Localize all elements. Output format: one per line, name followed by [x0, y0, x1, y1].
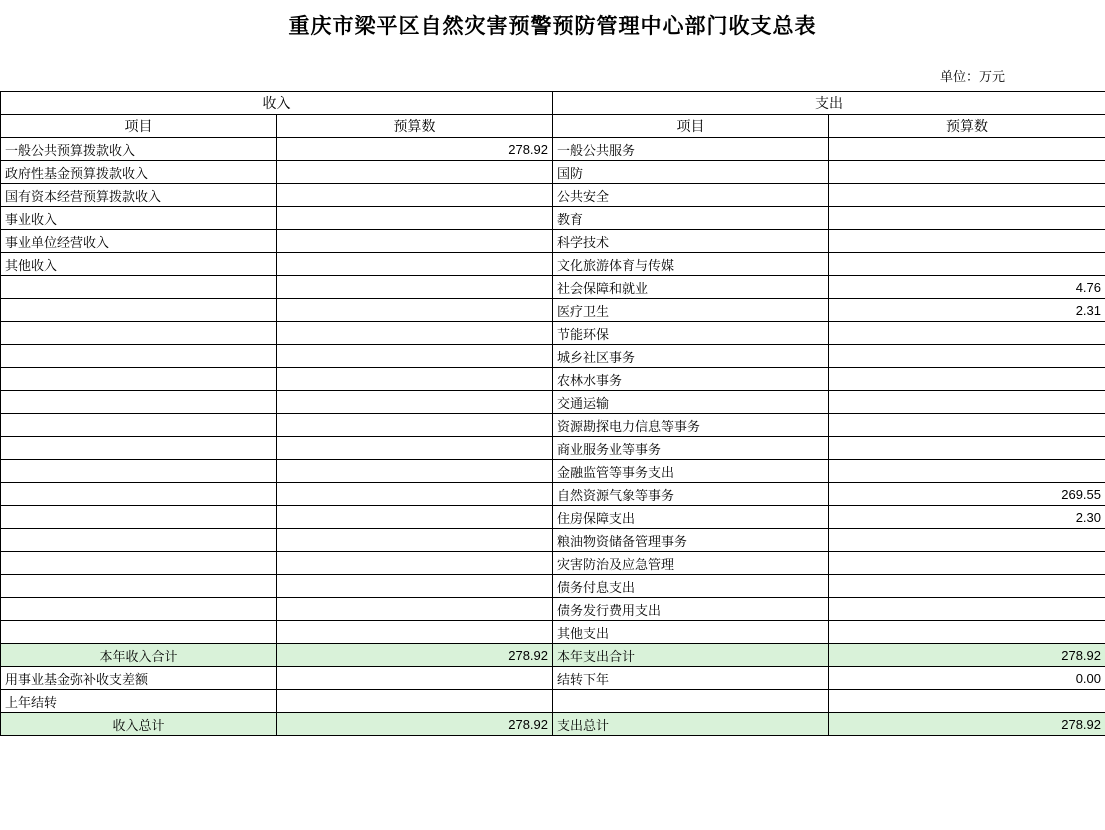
- income-item-cell: [1, 391, 277, 414]
- table-row: [1, 138, 1105, 161]
- income-item-cell: [1, 598, 277, 621]
- expense-value-cell: [829, 598, 1105, 621]
- expense-item-cell: 城乡社区事务: [553, 345, 829, 368]
- summary-expense-label: 本年支出合计: [553, 644, 829, 667]
- income-value-cell: [277, 161, 553, 184]
- column-header-expense-item: 项目: [553, 115, 829, 138]
- income-item-cell: [1, 276, 277, 299]
- table-row: [1, 253, 1105, 276]
- expense-value-cell: [829, 345, 1105, 368]
- income-item-cell: [1, 414, 277, 437]
- table-row: [1, 184, 1105, 207]
- income-item-cell: [1, 368, 277, 391]
- income-item-cell: [1, 483, 277, 506]
- table-row: [1, 437, 1105, 460]
- expense-item-cell: 科学技术: [553, 230, 829, 253]
- summary-expense-value: 0.00: [829, 667, 1105, 690]
- expense-item-cell: 农林水事务: [553, 368, 829, 391]
- expense-item-cell: 交通运输: [553, 391, 829, 414]
- income-value-cell: [277, 506, 553, 529]
- summary-income-label: 上年结转: [1, 690, 277, 713]
- summary-row: [1, 667, 1105, 690]
- income-value-cell: 278.92: [277, 138, 553, 161]
- expense-value-cell: [829, 230, 1105, 253]
- income-value-cell: [277, 276, 553, 299]
- expense-item-cell: 教育: [553, 207, 829, 230]
- table-group-header-row: [1, 92, 1105, 115]
- income-item-cell: [1, 322, 277, 345]
- group-header-expense: 支出: [553, 92, 1105, 115]
- income-value-cell: [277, 322, 553, 345]
- table-row: [1, 621, 1105, 644]
- income-item-cell: 事业收入: [1, 207, 277, 230]
- summary-expense-value: 278.92: [829, 713, 1105, 736]
- table-row: [1, 276, 1105, 299]
- expense-item-cell: 社会保障和就业: [553, 276, 829, 299]
- expense-value-cell: [829, 437, 1105, 460]
- expense-value-cell: 2.30: [829, 506, 1105, 529]
- expense-value-cell: [829, 138, 1105, 161]
- group-header-income: 收入: [1, 92, 553, 115]
- expense-value-cell: [829, 621, 1105, 644]
- summary-income-label: 用事业基金弥补收支差额: [1, 667, 277, 690]
- summary-row: [1, 713, 1105, 736]
- expense-value-cell: [829, 368, 1105, 391]
- income-value-cell: [277, 621, 553, 644]
- expense-value-cell: [829, 391, 1105, 414]
- income-value-cell: [277, 575, 553, 598]
- expense-value-cell: [829, 184, 1105, 207]
- page-title: 重庆市梁平区自然灾害预警预防管理中心部门收支总表: [288, 14, 817, 38]
- summary-expense-label: 支出总计: [553, 713, 829, 736]
- income-item-cell: [1, 506, 277, 529]
- table-row: [1, 322, 1105, 345]
- summary-expense-label: [553, 690, 829, 713]
- table-row: [1, 598, 1105, 621]
- table-row: [1, 506, 1105, 529]
- income-item-cell: 一般公共预算拨款收入: [1, 138, 277, 161]
- expense-value-cell: [829, 253, 1105, 276]
- expense-value-cell: [829, 414, 1105, 437]
- summary-expense-value: 278.92: [829, 644, 1105, 667]
- income-value-cell: [277, 483, 553, 506]
- expense-item-cell: 资源勘探电力信息等事务: [553, 414, 829, 437]
- expense-value-cell: 4.76: [829, 276, 1105, 299]
- expense-value-cell: [829, 552, 1105, 575]
- income-item-cell: 政府性基金预算拨款收入: [1, 161, 277, 184]
- column-header-expense-budget: 预算数: [829, 115, 1105, 138]
- expense-value-cell: [829, 207, 1105, 230]
- expense-item-cell: 医疗卫生: [553, 299, 829, 322]
- expense-item-cell: 债务付息支出: [553, 575, 829, 598]
- table-row: [1, 345, 1105, 368]
- table-row: [1, 575, 1105, 598]
- table-row: [1, 529, 1105, 552]
- table-row: [1, 552, 1105, 575]
- income-value-cell: [277, 184, 553, 207]
- expense-value-cell: [829, 460, 1105, 483]
- income-item-cell: [1, 345, 277, 368]
- income-item-cell: [1, 437, 277, 460]
- expense-item-cell: 节能环保: [553, 322, 829, 345]
- table-column-header-row: [1, 115, 1105, 138]
- expense-item-cell: 文化旅游体育与传媒: [553, 253, 829, 276]
- table-row: [1, 391, 1105, 414]
- budget-table: [0, 91, 1105, 736]
- income-value-cell: [277, 552, 553, 575]
- expense-item-cell: 国防: [553, 161, 829, 184]
- income-value-cell: [277, 230, 553, 253]
- income-value-cell: [277, 529, 553, 552]
- summary-income-label: 本年收入合计: [1, 644, 277, 667]
- expense-item-cell: 灾害防治及应急管理: [553, 552, 829, 575]
- table-row: [1, 460, 1105, 483]
- income-item-cell: 事业单位经营收入: [1, 230, 277, 253]
- income-value-cell: [277, 253, 553, 276]
- expense-value-cell: 269.55: [829, 483, 1105, 506]
- expense-value-cell: [829, 575, 1105, 598]
- expense-value-cell: [829, 322, 1105, 345]
- income-item-cell: [1, 529, 277, 552]
- income-item-cell: [1, 460, 277, 483]
- income-value-cell: [277, 598, 553, 621]
- column-header-income-budget: 预算数: [277, 115, 553, 138]
- expense-value-cell: [829, 529, 1105, 552]
- expense-item-cell: 自然资源气象等事务: [553, 483, 829, 506]
- summary-row: [1, 644, 1105, 667]
- income-item-cell: 其他收入: [1, 253, 277, 276]
- expense-value-cell: [829, 161, 1105, 184]
- income-value-cell: [277, 345, 553, 368]
- summary-income-value: 278.92: [277, 713, 553, 736]
- expense-item-cell: 商业服务业等事务: [553, 437, 829, 460]
- income-value-cell: [277, 437, 553, 460]
- summary-expense-value: [829, 690, 1105, 713]
- income-item-cell: [1, 552, 277, 575]
- summary-row: [1, 690, 1105, 713]
- income-item-cell: 国有资本经营预算拨款收入: [1, 184, 277, 207]
- table-row: [1, 483, 1105, 506]
- expense-item-cell: 住房保障支出: [553, 506, 829, 529]
- income-value-cell: [277, 414, 553, 437]
- summary-expense-label: 结转下年: [553, 667, 829, 690]
- expense-value-cell: 2.31: [829, 299, 1105, 322]
- summary-income-value: [277, 690, 553, 713]
- expense-item-cell: 一般公共服务: [553, 138, 829, 161]
- income-value-cell: [277, 391, 553, 414]
- expense-item-cell: 公共安全: [553, 184, 829, 207]
- table-row: [1, 230, 1105, 253]
- income-value-cell: [277, 299, 553, 322]
- income-value-cell: [277, 460, 553, 483]
- income-item-cell: [1, 299, 277, 322]
- expense-item-cell: 债务发行费用支出: [553, 598, 829, 621]
- table-row: [1, 368, 1105, 391]
- expense-item-cell: 粮油物资储备管理事务: [553, 529, 829, 552]
- income-value-cell: [277, 207, 553, 230]
- summary-income-value: [277, 667, 553, 690]
- table-row: [1, 414, 1105, 437]
- table-row: [1, 207, 1105, 230]
- expense-item-cell: 金融监管等事务支出: [553, 460, 829, 483]
- summary-income-label: 收入总计: [1, 713, 277, 736]
- column-header-income-item: 项目: [1, 115, 277, 138]
- income-item-cell: [1, 621, 277, 644]
- table-row: [1, 299, 1105, 322]
- income-value-cell: [277, 368, 553, 391]
- income-item-cell: [1, 575, 277, 598]
- expense-item-cell: 其他支出: [553, 621, 829, 644]
- unit-note: 单位：万元: [939, 69, 1005, 84]
- table-row: [1, 161, 1105, 184]
- summary-income-value: 278.92: [277, 644, 553, 667]
